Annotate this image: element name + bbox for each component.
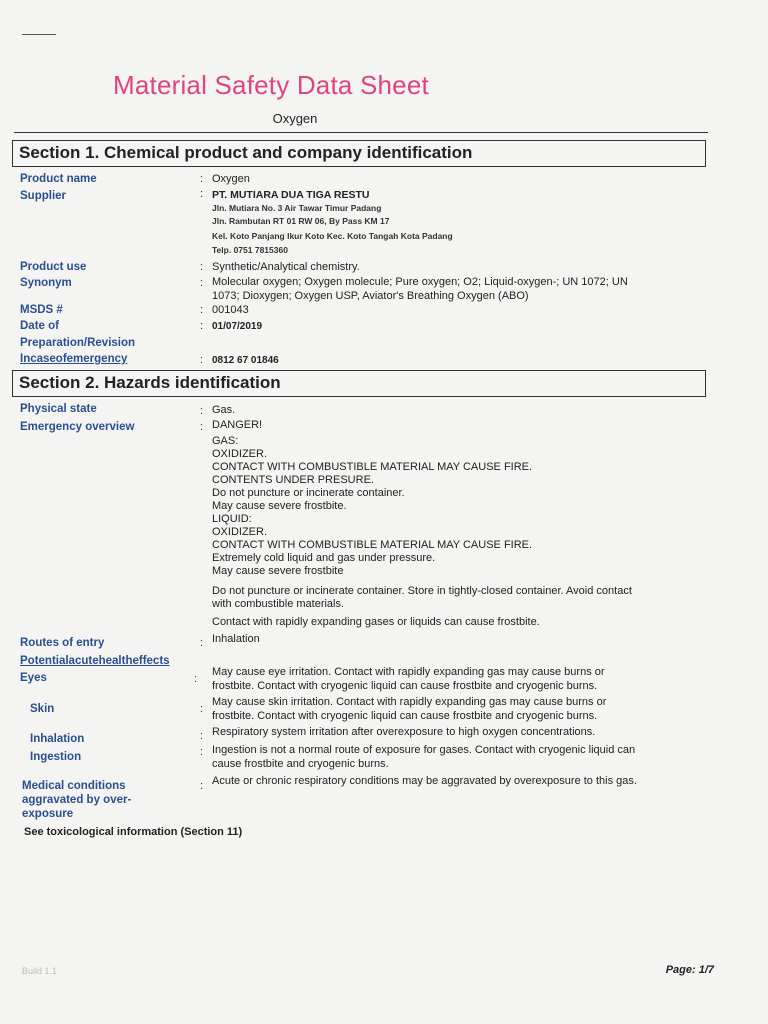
document-title: Material Safety Data Sheet [113, 70, 429, 100]
ingestion-value-line: Ingestion is not a normal route of exposure for gases. Contact with cryogenic liquid can [212, 744, 636, 756]
corner-mark [22, 34, 56, 35]
msds-number-label: MSDS # [20, 304, 63, 316]
emergency-contact-label: Incaseofemergency [20, 353, 128, 365]
supplier-address-line: Kel. Koto Panjang Ikur Koto Kec. Koto Tangah Kota Padang [212, 231, 453, 241]
overview-precaution-line: Do not puncture or incinerate container. Store in tightly-closed container. Avoid contact [212, 585, 632, 597]
colon: : [200, 188, 204, 200]
skin-value-line: May cause skin irritation. Contact with rapidly expanding gas may cause burns or [212, 696, 607, 708]
emergency-overview-line: OXIDIZER. [212, 448, 268, 460]
eyes-value-line: frostbite. Contact with cryogenic liquid can cause frostbite and cryogenic burns. [212, 680, 598, 692]
emergency-overview-line: Extremely cold liquid and gas under pressure. [212, 552, 436, 564]
medical-conditions-label: exposure [22, 808, 74, 820]
supplier-address-line: Jln. Rambutan RT 01 RW 06, By Pass KM 17 [212, 216, 390, 226]
title-divider [14, 132, 708, 133]
date-label: Date of [20, 320, 59, 332]
potential-health-effects-label: Potentialacutehealtheffects [20, 655, 170, 667]
physical-state-value: Gas. [212, 404, 236, 416]
routes-of-entry-label: Routes of entry [20, 637, 105, 649]
colon: : [200, 173, 204, 185]
colon: : [200, 277, 204, 289]
emergency-overview-line: CONTACT WITH COMBUSTIBLE MATERIAL MAY CAUSE FIRE. [212, 539, 533, 551]
supplier-name: PT. MUTIARA DUA TIGA RESTU [212, 189, 370, 201]
emergency-overview-line: May cause severe frostbite [212, 565, 344, 577]
emergency-overview-line: CONTACT WITH COMBUSTIBLE MATERIAL MAY CAUSE FIRE. [212, 461, 533, 473]
section-2-header: Section 2. Hazards identification [12, 370, 706, 397]
medical-conditions-label: Medical conditions [22, 780, 126, 792]
colon: : [200, 405, 204, 417]
supplier-phone: Telp. 0751 7815360 [212, 245, 288, 255]
colon: : [200, 703, 204, 715]
inhalation-value: Respiratory system irritation after overexposure to high oxygen concentrations. [212, 726, 596, 738]
physical-state-label: Physical state [20, 403, 97, 415]
product-name-label: Product name [20, 173, 97, 185]
section-1-header: Section 1. Chemical product and company identification [12, 140, 706, 167]
emergency-overview-line: CONTENTS UNDER PRESURE. [212, 474, 374, 486]
toxicological-note: See toxicological information (Section 11) [24, 826, 243, 838]
colon: : [200, 320, 204, 332]
emergency-overview-line: GAS: [212, 435, 239, 447]
colon: : [200, 261, 204, 273]
msds-number-value: 001043 [212, 304, 249, 316]
colon: : [200, 637, 204, 649]
eyes-label: Eyes [20, 672, 47, 684]
colon: : [200, 780, 204, 792]
eyes-value-line: May cause eye irritation. Contact with rapidly expanding gas may cause burns or [212, 666, 605, 678]
ingestion-value-line: cause frostbite and cryogenic burns. [212, 758, 389, 770]
emergency-overview-line: DANGER! [212, 419, 263, 431]
product-use-value: Synthetic/Analytical chemistry. [212, 261, 360, 273]
colon: : [200, 746, 204, 758]
page-number: Page: 1/7 [665, 964, 714, 976]
emergency-overview-line: LIQUID: [212, 513, 252, 525]
synonym-value-line: 1073; Dioxygen; Oxygen USP, Aviator's Breathing Oxygen (ABO) [212, 290, 529, 302]
colon: : [200, 354, 204, 366]
emergency-contact-value: 0812 67 01846 [212, 355, 279, 366]
inhalation-label: Inhalation [30, 733, 85, 745]
synonym-value-line: Molecular oxygen; Oxygen molecule; Pure oxygen; O2; Liquid-oxygen-; UN 1072; UN [212, 276, 628, 288]
colon: : [200, 421, 204, 433]
supplier-label: Supplier [20, 190, 67, 202]
skin-value-line: frostbite. Contact with cryogenic liquid can cause frostbite and cryogenic burns. [212, 710, 598, 722]
overview-contact-line: Contact with rapidly expanding gases or liquids can cause frostbite. [212, 616, 540, 628]
skin-label: Skin [30, 703, 55, 715]
medical-conditions-label: aggravated by over- [22, 794, 132, 806]
medical-conditions-value: Acute or chronic respiratory conditions may be aggravated by overexposure to this gas. [212, 775, 637, 787]
overview-precaution-line: with combustible materials. [212, 598, 345, 610]
emergency-overview-line: OXIDIZER. [212, 526, 268, 538]
ingestion-label: Ingestion [30, 751, 82, 763]
product-name-value: Oxygen [212, 173, 250, 185]
supplier-address-line: Jln. Mutiara No. 3 Air Tawar Timur Padang [212, 203, 382, 213]
colon: : [200, 304, 204, 316]
colon: : [194, 673, 198, 685]
emergency-overview-label: Emergency overview [20, 421, 135, 433]
date-value: 01/07/2019 [212, 321, 263, 332]
build-version: Build 1.1 [22, 966, 58, 976]
product-use-label: Product use [20, 261, 87, 273]
emergency-overview-line: May cause severe frostbite. [212, 500, 347, 512]
emergency-overview-line: Do not puncture or incinerate container. [212, 487, 405, 499]
colon: : [200, 730, 204, 742]
synonym-label: Synonym [20, 277, 72, 289]
document-subtitle: Oxygen [272, 111, 318, 126]
routes-of-entry-value: Inhalation [212, 633, 260, 645]
preparation-revision-label: Preparation/Revision [20, 337, 136, 349]
